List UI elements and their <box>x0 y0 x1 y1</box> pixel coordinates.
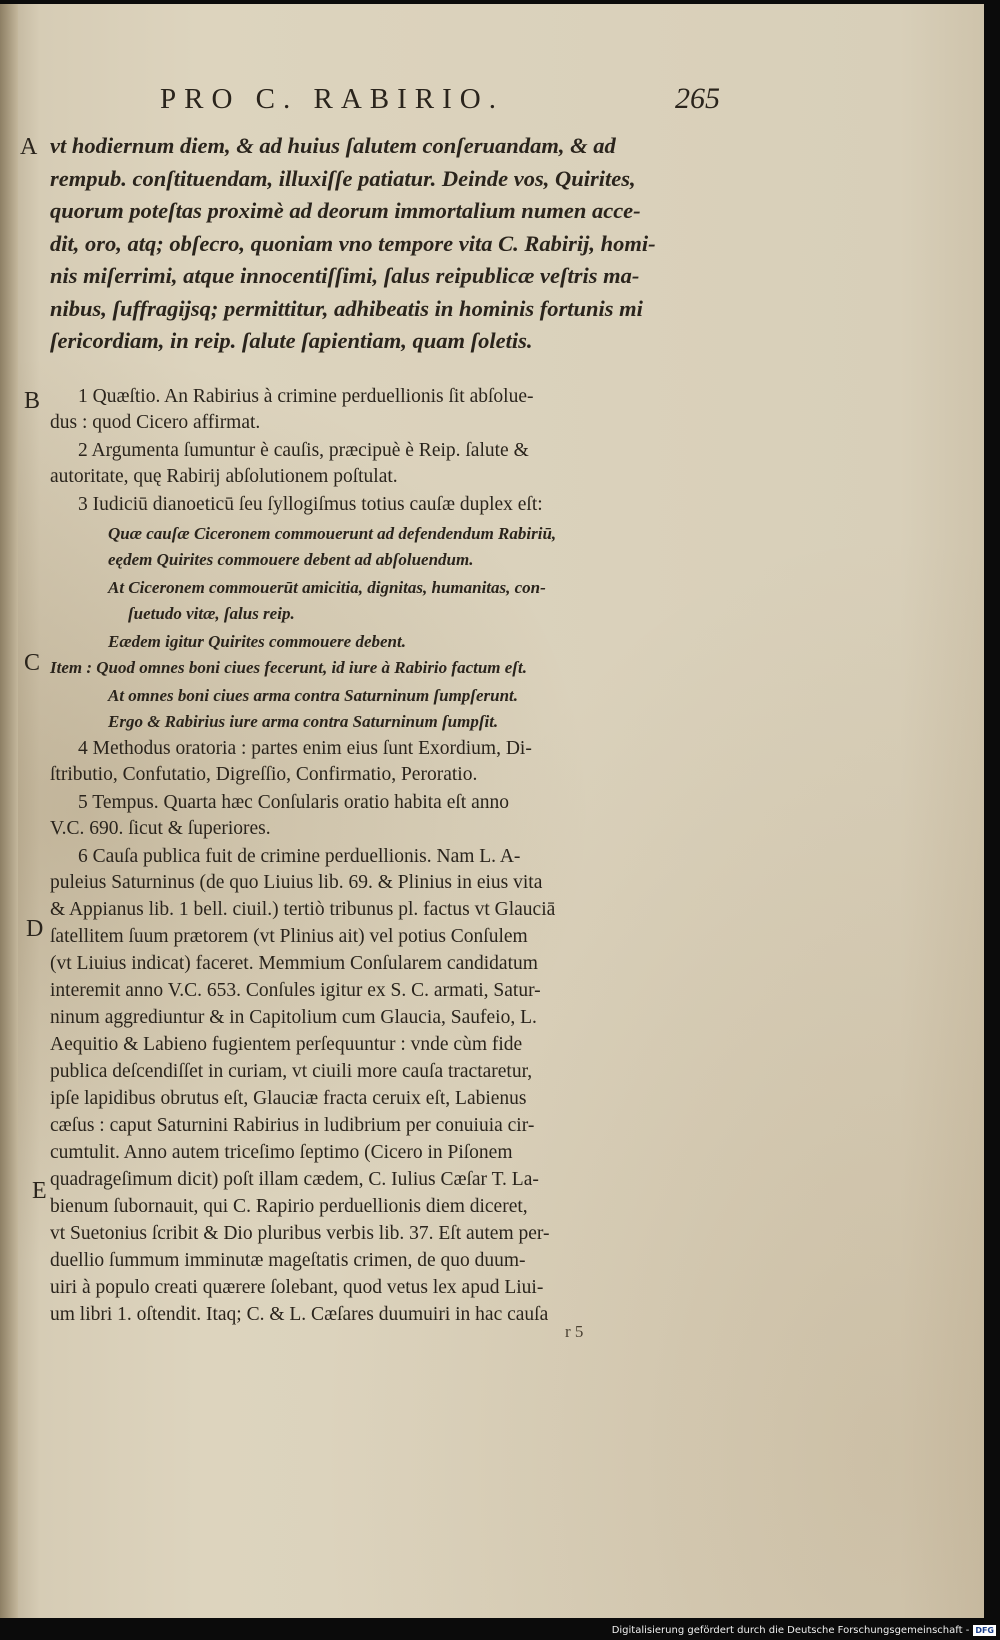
book-page <box>0 4 984 1618</box>
oration-line: vt hodiernum diem, & ad huius ſalutem conſeruandam, & ad <box>50 133 616 158</box>
commentary-line: cumtulit. Anno autem triceſimo ſeptimo (Cicero in Piſonem <box>50 1142 513 1163</box>
syllogism-line: Item : Quod omnes boni ciues fecerunt, id iure à Rabirio factum eſt. <box>50 658 527 677</box>
commentary-line: 4 Methodus oratoria : partes enim eius ſunt Exordium, Di- <box>78 738 532 759</box>
commentary-line: V.C. 690. ſicut & ſuperiores. <box>50 818 271 839</box>
signature-mark: r 5 <box>565 1322 584 1341</box>
commentary-line: 5 Tempus. Quarta hæc Conſularis oratio habita eſt anno <box>78 792 509 813</box>
oration-line: ſericordiam, in reip. ſalute ſapientiam, quam ſoletis. <box>50 328 533 353</box>
commentary-line: quadrageſimum dicit) poſt illam cædem, C. Iulius Cæſar T. La- <box>50 1169 539 1190</box>
commentary-line: duellio ſummum imminutæ mageſtatis crimen, de quo duum- <box>50 1250 526 1271</box>
funding-notice: Digitalisierung gefördert durch die Deutsche Forschungsgemeinschaft - <box>611 1624 970 1636</box>
commentary-line: publica deſcendiſſet in curiam, vt ciuili more cauſa tractaretur, <box>50 1061 533 1082</box>
syllogism-line: Ergo & Rabirius iure arma contra Saturninum ſumpſit. <box>108 712 499 731</box>
commentary-line: puleius Saturninus (de quo Liuius lib. 69. & Plinius in eius vita <box>50 872 543 893</box>
oration-line: rempub. conſtituendam, illuxiſſe patiatur. Deinde vos, Quirites, <box>50 165 636 191</box>
commentary-line: 6 Cauſa publica fuit de crimine perduellionis. Nam L. A- <box>78 846 521 867</box>
commentary-line: vt Suetonius ſcribit & Dio pluribus verbis lib. 37. Eſt autem per- <box>50 1223 550 1244</box>
digitization-footer <box>612 1623 996 1637</box>
commentary-line: autoritate, quę Rabirij abſolutionem poſtulat. <box>50 466 398 487</box>
page-header <box>160 82 720 116</box>
commentary-line: ſatellitem ſuum prætorem (vt Plinius ait) vel potius Conſulem <box>50 926 528 947</box>
syllogism-line: At Ciceronem commouerūt amicitia, dignitas, humanitas, con- <box>108 578 546 597</box>
margin-letter-b: B <box>24 388 41 414</box>
oration-line: nis miſerrimi, atque innocentiſſimi, ſalus reipublicæ veſtris ma- <box>50 263 640 288</box>
commentary-line: dus : quod Cicero affirmat. <box>50 412 261 433</box>
commentary-line: interemit anno V.C. 653. Conſules igitur ex S. C. armati, Satur- <box>50 980 541 1001</box>
oration-line: dit, oro, atq; obſecro, quoniam vno tempore vita C. Rabirij, homi- <box>50 230 656 256</box>
margin-letter-a: A <box>20 134 38 160</box>
margin-letter-d: D <box>26 916 44 942</box>
syllogism-line: ſuetudo vitæ, ſalus reip. <box>128 604 295 623</box>
oration-line: quorum poteſtas proximè ad deorum immortalium numen acce- <box>50 198 641 223</box>
oration-line: nibus, ſuffragijsq; permittitur, adhibeatis in hominis fortunis mi <box>50 295 643 321</box>
commentary-line: 2 Argumenta ſumuntur è cauſis, præcipuè è Reip. ſalute & <box>78 440 529 461</box>
commentary-line: ſtributio, Confutatio, Digreſſio, Confirmatio, Peroratio. <box>50 764 478 785</box>
running-title: PRO C. RABIRIO. <box>160 83 504 115</box>
oration-text <box>50 130 730 358</box>
syllogism-line: At omnes boni ciues arma contra Saturninum ſumpſerunt. <box>108 686 518 705</box>
syllogism-line: eędem Quirites commouere debent ad abſoluendum. <box>108 550 474 569</box>
syllogism-line: Quæ cauſæ Ciceronem commouerunt ad defendendum Rabiriū, <box>108 524 557 543</box>
commentary-line: ipſe lapidibus obrutus eſt, Glauciæ fracta ceruix eſt, Labienus <box>50 1088 527 1109</box>
commentary-line: uiri à populo creati quærere ſolebant, quod vetus lex apud Liui- <box>50 1277 544 1298</box>
commentary-line: 1 Quæſtio. An Rabirius à crimine perduellionis ſit abſolue- <box>78 386 534 407</box>
margin-letter-e: E <box>32 1178 47 1204</box>
commentary-line: 3 Iudiciū dianoeticū ſeu ſyllogiſmus totius cauſæ duplex eſt: <box>78 494 543 515</box>
margin-letter-c: C <box>24 650 41 676</box>
commentary-line: cæſus : caput Saturnini Rabirius in ludibrium per conuiuia cir- <box>50 1115 535 1136</box>
commentary-line: ninum aggrediuntur & in Capitolium cum Glaucia, Saufeio, L. <box>50 1007 537 1028</box>
commentary-line: (vt Liuius indicat) faceret. Memmium Conſularem candidatum <box>50 953 538 974</box>
page-number: 265 <box>675 82 720 115</box>
commentary-line: & Appianus lib. 1 bell. ciuil.) tertiò tribunus pl. factus vt Glauciā <box>50 899 556 920</box>
commentary-line: um libri 1. oſtendit. Itaq; C. & L. Cæſares duumuiri in hac cauſa <box>50 1304 549 1325</box>
dfg-logo[interactable]: DFG <box>975 1625 994 1635</box>
commentary-line: bienum ſubornauit, qui C. Rapirio perduellionis diem diceret, <box>50 1196 528 1217</box>
syllogism-line: Eædem igitur Quirites commouere debent. <box>108 632 406 651</box>
commentary-line: Aequitio & Labieno fugientem perſequuntur : vnde cùm fide <box>50 1034 523 1055</box>
page-spine-edge <box>0 4 18 1618</box>
